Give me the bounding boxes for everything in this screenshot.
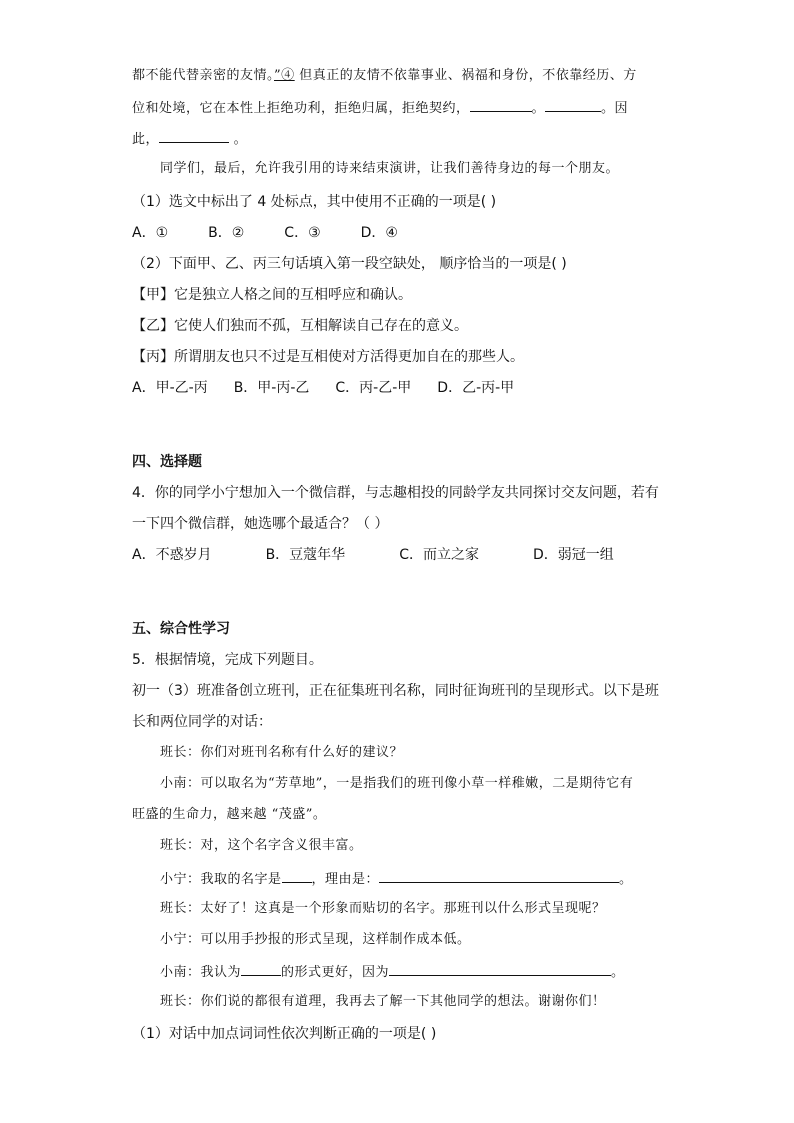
q4-options xyxy=(132,545,614,565)
fill-blank[interactable] xyxy=(159,128,229,143)
passage-text: 。因 xyxy=(601,101,629,116)
passage-line-2 xyxy=(132,97,628,119)
fill-blank[interactable] xyxy=(545,97,601,112)
option-a[interactable]: A．不惑岁月 xyxy=(132,547,212,563)
option-c[interactable]: C．而立之家 xyxy=(399,547,479,563)
section-heading-4: 四、选择题 xyxy=(132,454,202,470)
option-d[interactable]: D．乙-丙-甲 xyxy=(437,380,515,396)
dialogue-text: 。 xyxy=(619,872,633,887)
dialogue-text: 。 xyxy=(611,965,625,980)
dialogue-line xyxy=(160,868,633,890)
option-c[interactable]: C．③ xyxy=(284,225,321,241)
dialogue-line: 班长：你们对班刊名称有什么好的建议？ xyxy=(160,745,404,760)
option-d[interactable]: D．弱冠一组 xyxy=(532,547,614,563)
sentence-bing: 【丙】所谓朋友也只不过是互相使对方活得更加自在的那些人。 xyxy=(132,349,524,365)
form-blank[interactable] xyxy=(241,961,281,976)
q5-sub1: （1）对话中加点词词性依次判断正确的一项是( ) xyxy=(132,1026,437,1042)
dialogue-text: ，理由是： xyxy=(311,872,380,887)
passage-text: 但真正的友情不依靠事业、祸福和身份，不依靠经历、方 xyxy=(294,68,637,83)
name-blank[interactable] xyxy=(282,868,312,883)
fill-blank[interactable] xyxy=(470,97,532,112)
passage-paragraph-2: 同学们，最后，允许我引用的诗来结束演讲，让我们善待身边的每一个朋友。 xyxy=(160,161,620,176)
passage-line-1 xyxy=(132,66,637,86)
q3-sub1: （1）选文中标出了 4 处标点，其中使用不正确的一项是( ) xyxy=(132,194,497,210)
option-b[interactable]: B．豆蔻年华 xyxy=(265,547,346,563)
passage-text: ”④ xyxy=(274,68,295,83)
option-b[interactable]: B．② xyxy=(208,225,245,241)
passage-text: 位和处境，它在本性上拒绝功利，拒绝归属，拒绝契约， xyxy=(132,101,470,116)
q4-text-line-2: 一下四个微信群，她选哪个最适合？（ ） xyxy=(132,516,389,532)
sentence-jia: 【甲】它是独立人格之间的互相呼应和确认。 xyxy=(132,287,412,303)
section-heading-5: 五、综合性学习 xyxy=(132,621,230,637)
q5-intro-line-1: 初一（3）班准备创立班刊，正在征集班刊名称，同时征询班刊的呈现形式。以下是班 xyxy=(132,683,659,699)
passage-line-3 xyxy=(132,128,247,150)
dialogue-line: 小宁：可以用手抄报的形式呈现，这样制作成本低。 xyxy=(160,932,471,947)
passage-text: 都不能代替亲密的友情。 xyxy=(132,68,275,83)
dialogue-line: 班长：太好了！这真是一个形象而贴切的名字。那班刊以什么形式呈现呢？ xyxy=(160,901,606,916)
dialogue-line: 小南：可以取名为“芳草地”，一是指我们的班刊像小草一样稚嫩，二是期待它有 xyxy=(160,776,634,791)
q4-text-line-1: 4．你的同学小宁想加入一个微信群，与志趣相投的同龄学友共同探讨交友问题，若有 xyxy=(132,485,659,501)
dialogue-line: 旺盛的生命力，越来越 “茂盛”。 xyxy=(132,807,327,822)
option-b[interactable]: B．甲-丙-乙 xyxy=(233,380,310,396)
reason-blank[interactable] xyxy=(389,961,611,976)
sentence-yi: 【乙】它使人们独而不孤，互相解读自己存在的意义。 xyxy=(132,318,468,334)
option-a[interactable]: A．① xyxy=(132,225,169,241)
q3-sub1-options xyxy=(132,223,398,243)
passage-text: 此， xyxy=(132,132,160,147)
q3-sub2: （2）下面甲、乙、丙三句话填入第一段空缺处， 顺序恰当的一项是( ) xyxy=(132,256,567,272)
option-a[interactable]: A．甲-乙-丙 xyxy=(132,380,208,396)
reason-blank[interactable] xyxy=(379,868,619,883)
option-c[interactable]: C．丙-乙-甲 xyxy=(335,380,412,396)
dialogue-text: 的形式更好，因为 xyxy=(281,965,390,980)
dialogue-line: 班长：对，这个名字含义很丰富。 xyxy=(160,838,363,853)
q5-intro-line-2: 长和两位同学的对话： xyxy=(132,714,272,730)
dialogue-line: 班长：你们说的都很有道理，我再去了解一下其他同学的想法。谢谢你们！ xyxy=(160,994,606,1009)
option-d[interactable]: D．④ xyxy=(360,225,398,241)
passage-text: 。 xyxy=(531,101,546,116)
dialogue-text: 小南：我认为 xyxy=(160,965,242,980)
q3-sub2-options xyxy=(132,378,514,398)
passage-text: 。 xyxy=(229,132,248,147)
dialogue-line xyxy=(160,961,625,983)
dialogue-text: 小宁：我取的名字是 xyxy=(160,872,282,887)
q5-prompt: 5．根据情境，完成下列题目。 xyxy=(132,652,323,668)
